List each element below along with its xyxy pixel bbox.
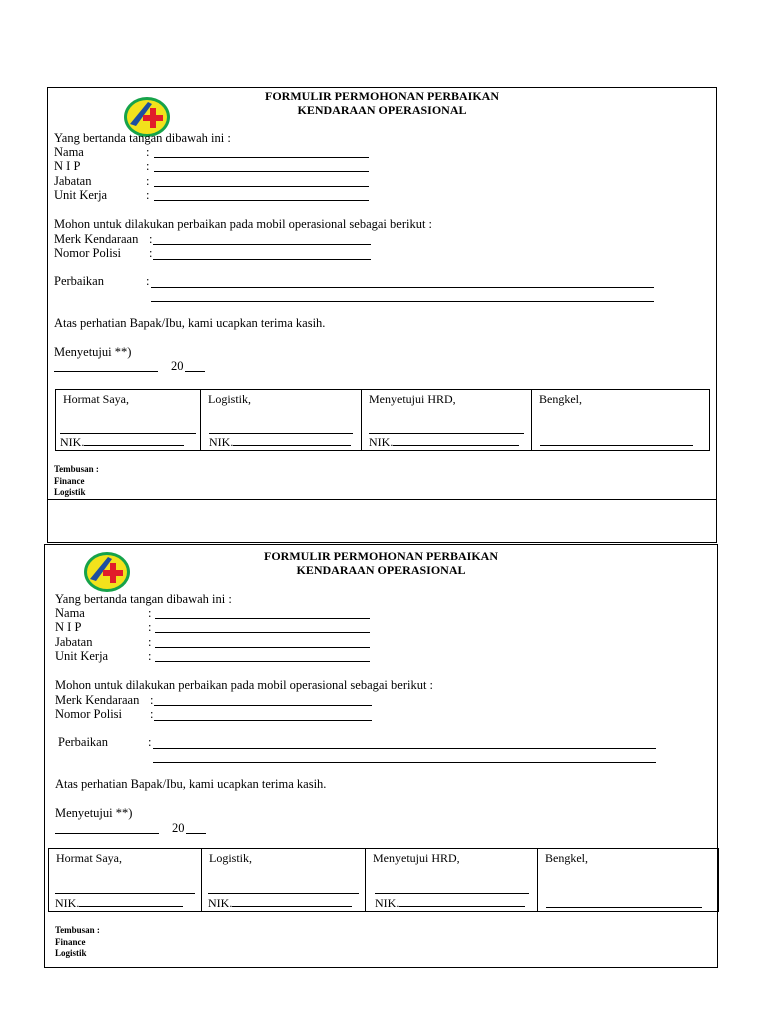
nik-label: NIK.: [375, 896, 400, 910]
signature-label: Logistik,: [208, 392, 252, 406]
nik-label: NIK.: [208, 896, 233, 910]
nik-input-line[interactable]: [393, 435, 519, 446]
year-input-line[interactable]: [186, 833, 206, 834]
tembusan-label: Tembusan :: [54, 464, 99, 474]
perbaikan-colon: :: [148, 735, 152, 749]
signature-label: Hormat Saya,: [63, 392, 129, 406]
signature-label: Bengkel,: [545, 851, 588, 865]
signature-label: Logistik,: [209, 851, 253, 865]
signature-table: [55, 389, 710, 451]
tembusan-label: Tembusan :: [55, 925, 100, 935]
perbaikan-input-line-1[interactable]: [151, 287, 654, 288]
year-prefix: 20: [171, 359, 184, 373]
field-colon: :: [146, 188, 150, 202]
nik-input-line[interactable]: [399, 896, 525, 907]
field-colon: :: [146, 174, 150, 188]
form-title-line2: KENDARAAN OPERASIONAL: [297, 103, 467, 117]
signature-line[interactable]: [209, 433, 353, 434]
perbaikan-label: Perbaikan: [58, 735, 108, 749]
approve-text: Menyetujui **): [54, 345, 132, 359]
signature-cell-hrd: [362, 390, 532, 451]
merk-label: Merk Kendaraan: [55, 693, 140, 707]
thanks-text: Atas perhatian Bapak/Ibu, kami ucapkan terima kasih.: [54, 316, 326, 330]
field-colon: :: [146, 145, 150, 159]
nik-input-line[interactable]: [232, 896, 352, 907]
field-colon: :: [148, 606, 152, 620]
nik-label: NIK.: [209, 435, 234, 449]
signature-line[interactable]: [369, 433, 524, 434]
signature-line[interactable]: [60, 433, 196, 434]
field-label-nama: Nama: [55, 606, 85, 620]
request-text: Mohon untuk dilakukan perbaikan pada mobil operasional sebagai berikut :: [54, 217, 433, 231]
date-input-line[interactable]: [55, 833, 159, 834]
field-colon: :: [148, 620, 152, 634]
form-bottom: [44, 544, 718, 968]
signature-cell-logistik: [201, 390, 362, 451]
nama-input-line[interactable]: [155, 618, 370, 619]
field-label-jabatan: Jabatan: [55, 635, 93, 649]
signature-cell-bengkel: [538, 849, 719, 912]
perbaikan-label: Perbaikan: [54, 274, 104, 288]
signature-label: Bengkel,: [539, 392, 582, 406]
nip-input-line[interactable]: [155, 632, 370, 633]
tembusan-item: Finance: [54, 476, 85, 486]
signature-label: Menyetujui HRD,: [369, 392, 456, 406]
perbaikan-input-line-2[interactable]: [151, 301, 654, 302]
field-colon: :: [148, 635, 152, 649]
nama-input-line[interactable]: [154, 157, 369, 158]
polisi-label: Nomor Polisi: [54, 246, 122, 260]
merk-input-line[interactable]: [153, 244, 371, 245]
signature-cell-hormat: [49, 849, 202, 912]
signature-label: Hormat Saya,: [56, 851, 122, 865]
field-label-jabatan: Jabatan: [54, 174, 92, 188]
jabatan-input-line[interactable]: [155, 647, 370, 648]
date-input-line[interactable]: [54, 371, 158, 372]
form-top: [47, 87, 717, 543]
merk-colon: :: [150, 693, 154, 707]
signature-line[interactable]: [208, 893, 359, 894]
polisi-input-line[interactable]: [153, 259, 371, 260]
tembusan-item: Finance: [55, 937, 86, 947]
form-divider: [48, 499, 716, 500]
jabatan-input-line[interactable]: [154, 186, 369, 187]
signature-cell-hormat: [56, 390, 201, 451]
field-label-nama: Nama: [54, 145, 84, 159]
thanks-text: Atas perhatian Bapak/Ibu, kami ucapkan terima kasih.: [55, 777, 327, 791]
intro-text: Yang bertanda tangan dibawah ini :: [54, 131, 231, 145]
tembusan-item: Logistik: [55, 948, 87, 958]
nik-input-line[interactable]: [233, 435, 351, 446]
year-prefix: 20: [172, 821, 185, 835]
merk-label: Merk Kendaraan: [54, 232, 139, 246]
signature-line[interactable]: [540, 445, 693, 446]
field-colon: :: [148, 649, 152, 663]
nik-label: NIK.: [55, 896, 80, 910]
form-title-line1: FORMULIR PERMOHONAN PERBAIKAN: [264, 549, 498, 563]
polisi-colon: :: [149, 246, 153, 260]
signature-table: [48, 848, 719, 912]
nik-input-line[interactable]: [84, 435, 184, 446]
signature-cell-hrd: [366, 849, 538, 912]
intro-text: Yang bertanda tangan dibawah ini :: [55, 592, 232, 606]
signature-line[interactable]: [55, 893, 195, 894]
polisi-input-line[interactable]: [154, 720, 372, 721]
polisi-label: Nomor Polisi: [55, 707, 123, 721]
unit-kerja-input-line[interactable]: [154, 200, 369, 201]
merk-colon: :: [149, 232, 153, 246]
field-label-unit-kerja: Unit Kerja: [54, 188, 108, 202]
perbaikan-input-line-1[interactable]: [153, 748, 656, 749]
merk-input-line[interactable]: [154, 705, 372, 706]
signature-line[interactable]: [546, 907, 702, 908]
approve-text: Menyetujui **): [55, 806, 133, 820]
signature-label: Menyetujui HRD,: [373, 851, 460, 865]
form-title-line1: FORMULIR PERMOHONAN PERBAIKAN: [265, 89, 499, 103]
tembusan-item: Logistik: [54, 487, 86, 497]
perbaikan-input-line-2[interactable]: [153, 762, 656, 763]
signature-cell-bengkel: [532, 390, 710, 451]
field-label-nip: N I P: [55, 620, 82, 634]
nip-input-line[interactable]: [154, 171, 369, 172]
signature-cell-logistik: [202, 849, 366, 912]
nik-label: NIK.: [60, 435, 85, 449]
request-text: Mohon untuk dilakukan perbaikan pada mobil operasional sebagai berikut :: [55, 678, 434, 692]
unit-kerja-input-line[interactable]: [155, 661, 370, 662]
signature-line[interactable]: [375, 893, 529, 894]
field-label-nip: N I P: [54, 159, 81, 173]
year-input-line[interactable]: [185, 371, 205, 372]
nik-label: NIK.: [369, 435, 394, 449]
field-colon: :: [146, 159, 150, 173]
nik-input-line[interactable]: [79, 896, 183, 907]
field-label-unit-kerja: Unit Kerja: [55, 649, 109, 663]
form-title-line2: KENDARAAN OPERASIONAL: [296, 563, 466, 577]
perbaikan-colon: :: [146, 274, 150, 288]
polisi-colon: :: [150, 707, 154, 721]
